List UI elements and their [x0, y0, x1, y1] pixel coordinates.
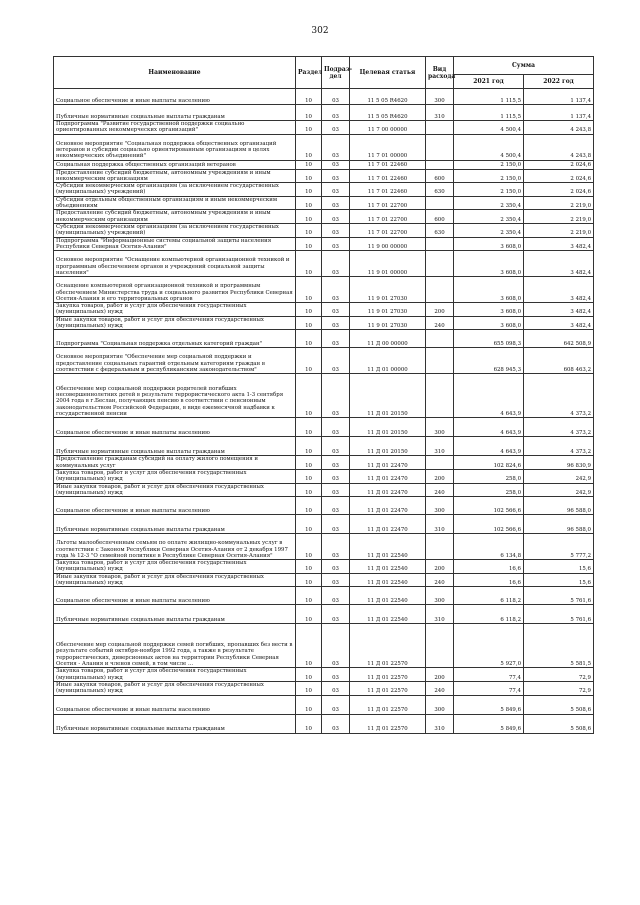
- row-sum-2022: 4 243,8: [524, 134, 594, 160]
- row-sum-2022: 15,6: [524, 573, 594, 587]
- row-sum-2021: 102 566,6: [454, 497, 524, 515]
- row-target: 11 7 01 22460: [350, 169, 426, 183]
- table-row: [54, 668, 594, 682]
- row-razdel: 10: [296, 668, 322, 682]
- table-row: [54, 160, 594, 169]
- row-razdel: 10: [296, 456, 322, 470]
- row-vid: 310: [426, 437, 454, 456]
- row-vid: 300: [426, 89, 454, 105]
- row-sum-2021: 4 500,4: [454, 121, 524, 135]
- row-vid: [426, 624, 454, 668]
- row-name: Основное мероприятие "Социальная поддержка общественных организаций ветеранов и субсидии социально ориентированным организациям в целях некоммерческих объединений": [54, 134, 296, 160]
- row-name: Социальное обеспечение и иные выплаты населению: [54, 89, 296, 105]
- table-row: [54, 237, 594, 251]
- row-razdel: 10: [296, 714, 322, 733]
- row-vid: 630: [426, 223, 454, 237]
- table-row: [54, 714, 594, 733]
- row-razdel: 10: [296, 483, 322, 497]
- row-podrazdel: 03: [322, 695, 350, 714]
- row-razdel: 10: [296, 418, 322, 437]
- row-vid: 310: [426, 714, 454, 733]
- row-podrazdel: 03: [322, 303, 350, 317]
- row-name: Иные закупки товаров, работ и услуг для обеспечения государственных (муниципальных) нужд: [54, 573, 296, 587]
- row-podrazdel: 03: [322, 105, 350, 121]
- table-row: [54, 316, 594, 330]
- table-row: [54, 210, 594, 224]
- row-vid: [426, 374, 454, 418]
- row-sum-2022: 3 482,4: [524, 277, 594, 303]
- row-sum-2021: 77,4: [454, 668, 524, 682]
- row-vid: 300: [426, 418, 454, 437]
- row-sum-2022: 3 482,4: [524, 251, 594, 277]
- row-target: 11 Д 01 22540: [350, 605, 426, 624]
- row-sum-2021: 2 350,4: [454, 210, 524, 224]
- row-target: 11 Д 00 00000: [350, 330, 426, 348]
- row-sum-2021: 102 566,6: [454, 515, 524, 534]
- row-razdel: 10: [296, 515, 322, 534]
- row-vid: 600: [426, 210, 454, 224]
- row-podrazdel: 03: [322, 223, 350, 237]
- table-row: [54, 624, 594, 668]
- row-sum-2022: 3 482,4: [524, 316, 594, 330]
- row-sum-2021: 2 150,0: [454, 160, 524, 169]
- row-vid: [426, 237, 454, 251]
- row-sum-2021: 77,4: [454, 681, 524, 695]
- row-name: Публичные нормативные социальные выплаты гражданам: [54, 105, 296, 121]
- row-vid: 200: [426, 303, 454, 317]
- table-row: [54, 251, 594, 277]
- table-row: [54, 560, 594, 574]
- row-target: 11 Д 01 22470: [350, 456, 426, 470]
- row-sum-2021: 2 350,4: [454, 223, 524, 237]
- row-vid: 300: [426, 497, 454, 515]
- row-sum-2021: 4 500,4: [454, 134, 524, 160]
- row-razdel: 10: [296, 196, 322, 210]
- row-sum-2021: 4 643,9: [454, 418, 524, 437]
- row-sum-2022: 5 761,6: [524, 587, 594, 605]
- table-row: [54, 605, 594, 624]
- row-sum-2021: 655 098,3: [454, 330, 524, 348]
- row-razdel: 10: [296, 534, 322, 560]
- row-sum-2022: 5 761,6: [524, 605, 594, 624]
- row-name: Предоставление гражданам субсидий на оплату жилого помещения и коммунальных услуг: [54, 456, 296, 470]
- header-name: Наименование: [54, 57, 296, 89]
- row-sum-2022: 2 219,0: [524, 196, 594, 210]
- row-razdel: 10: [296, 223, 322, 237]
- row-target: 11 5 05 R4620: [350, 89, 426, 105]
- row-sum-2022: 96 588,0: [524, 497, 594, 515]
- row-sum-2021: 102 824,6: [454, 456, 524, 470]
- row-sum-2022: 2 024,6: [524, 160, 594, 169]
- row-target: 11 Д 01 22570: [350, 624, 426, 668]
- row-sum-2021: 6 134,8: [454, 534, 524, 560]
- row-target: 11 Д 01 22570: [350, 695, 426, 714]
- row-podrazdel: 03: [322, 534, 350, 560]
- header-podrazdel: Подраз-дел: [322, 57, 350, 89]
- row-target: 11 Д 01 22570: [350, 714, 426, 733]
- row-sum-2021: 6 118,2: [454, 605, 524, 624]
- row-sum-2022: 72,9: [524, 681, 594, 695]
- row-target: 11 7 01 00000: [350, 134, 426, 160]
- table-row: [54, 681, 594, 695]
- row-name: Публичные нормативные социальные выплаты гражданам: [54, 515, 296, 534]
- budget-table: [53, 56, 594, 734]
- table-row: [54, 105, 594, 121]
- row-razdel: 10: [296, 169, 322, 183]
- row-podrazdel: 03: [322, 196, 350, 210]
- row-target: 11 Д 01 00000: [350, 348, 426, 374]
- row-podrazdel: 03: [322, 316, 350, 330]
- row-target: 11 Д 01 22470: [350, 483, 426, 497]
- row-target: 11 9 01 00000: [350, 251, 426, 277]
- row-sum-2021: 16,6: [454, 573, 524, 587]
- row-podrazdel: 03: [322, 681, 350, 695]
- table-row: [54, 183, 594, 197]
- table-row: [54, 483, 594, 497]
- row-razdel: 10: [296, 560, 322, 574]
- row-target: 11 Д 01 20150: [350, 437, 426, 456]
- row-target: 11 7 01 22460: [350, 160, 426, 169]
- row-razdel: 10: [296, 251, 322, 277]
- row-razdel: 10: [296, 121, 322, 135]
- row-name: Социальное обеспечение и иные выплаты населению: [54, 695, 296, 714]
- row-target: 11 9 00 00000: [350, 237, 426, 251]
- table-row: [54, 497, 594, 515]
- row-name: Иные закупки товаров, работ и услуг для обеспечения государственных (муниципальных) нужд: [54, 681, 296, 695]
- row-sum-2021: 3 608,0: [454, 303, 524, 317]
- table-row: [54, 134, 594, 160]
- row-vid: 310: [426, 105, 454, 121]
- row-podrazdel: 03: [322, 437, 350, 456]
- row-target: 11 Д 01 20150: [350, 418, 426, 437]
- row-podrazdel: 03: [322, 456, 350, 470]
- row-sum-2022: 2 219,0: [524, 223, 594, 237]
- row-sum-2022: 3 482,4: [524, 237, 594, 251]
- row-podrazdel: 03: [322, 587, 350, 605]
- table-row: [54, 573, 594, 587]
- header-2021: 2021 год: [454, 75, 524, 89]
- row-target: 11 Д 01 22470: [350, 469, 426, 483]
- row-target: 11 7 01 22700: [350, 210, 426, 224]
- row-podrazdel: 03: [322, 330, 350, 348]
- row-name: Публичные нормативные социальные выплаты гражданам: [54, 714, 296, 733]
- row-name: Основное мероприятие "Оснащение компьютерной организационной техникой и программным обеспечением органов и учреждений социальной защиты населения": [54, 251, 296, 277]
- row-razdel: 10: [296, 316, 322, 330]
- row-target: 11 9 01 27030: [350, 303, 426, 317]
- row-podrazdel: 03: [322, 497, 350, 515]
- row-vid: [426, 196, 454, 210]
- row-sum-2022: 1 137,4: [524, 105, 594, 121]
- row-name: Предоставление субсидий бюджетным, автономным учреждениям и иным некоммерческим организациям: [54, 210, 296, 224]
- table-row: [54, 374, 594, 418]
- row-name: Закупка товаров, работ и услуг для обеспечения государственных (муниципальных) нужд: [54, 303, 296, 317]
- row-sum-2022: 1 137,4: [524, 89, 594, 105]
- row-razdel: 10: [296, 134, 322, 160]
- row-podrazdel: 03: [322, 134, 350, 160]
- row-razdel: 10: [296, 183, 322, 197]
- row-target: 11 7 01 22700: [350, 223, 426, 237]
- row-vid: 630: [426, 183, 454, 197]
- row-sum-2022: 4 373,2: [524, 418, 594, 437]
- row-name: Обеспечение мер социальной поддержки родителей погибших несовершеннолетних детей в результате террористического акта 1-3 сентября 2004 года в г.Беслан, получающих пенсию в соответствии с пенсионным законодательством Российской Федерации, в виде ежемесячной надбавки к государственной пенсии: [54, 374, 296, 418]
- row-podrazdel: 03: [322, 469, 350, 483]
- row-target: 11 7 00 00000: [350, 121, 426, 135]
- row-name: Социальное обеспечение и иные выплаты населению: [54, 587, 296, 605]
- table-row: [54, 469, 594, 483]
- row-sum-2022: 3 482,4: [524, 303, 594, 317]
- row-sum-2022: 242,9: [524, 483, 594, 497]
- row-razdel: 10: [296, 160, 322, 169]
- table-row: [54, 515, 594, 534]
- row-razdel: 10: [296, 348, 322, 374]
- row-sum-2022: 5 508,6: [524, 714, 594, 733]
- row-name: Субсидии отдельным общественным организациям и иным некоммерческим объединениям: [54, 196, 296, 210]
- row-vid: 240: [426, 681, 454, 695]
- row-target: 11 Д 01 20150: [350, 374, 426, 418]
- table-row: [54, 121, 594, 135]
- row-name: Закупка товаров, работ и услуг для обеспечения государственных (муниципальных) нужд: [54, 668, 296, 682]
- row-name: Иные закупки товаров, работ и услуг для обеспечения государственных (муниципальных) нужд: [54, 316, 296, 330]
- row-sum-2021: 2 150,0: [454, 169, 524, 183]
- row-vid: 200: [426, 560, 454, 574]
- row-vid: 200: [426, 469, 454, 483]
- row-podrazdel: 03: [322, 251, 350, 277]
- row-sum-2021: 2 150,0: [454, 183, 524, 197]
- row-sum-2021: 6 118,2: [454, 587, 524, 605]
- row-sum-2022: 5 508,6: [524, 695, 594, 714]
- row-sum-2021: 16,6: [454, 560, 524, 574]
- row-target: 11 7 01 22460: [350, 183, 426, 197]
- row-name: Подпрограмма "Развитие государственной поддержки социально ориентированных некоммерческих организаций": [54, 121, 296, 135]
- row-podrazdel: 03: [322, 169, 350, 183]
- row-target: 11 Д 01 22540: [350, 573, 426, 587]
- table-row: [54, 437, 594, 456]
- row-sum-2021: 4 643,9: [454, 374, 524, 418]
- row-podrazdel: 03: [322, 483, 350, 497]
- row-target: 11 Д 01 22470: [350, 497, 426, 515]
- row-sum-2021: 628 945,3: [454, 348, 524, 374]
- row-podrazdel: 03: [322, 89, 350, 105]
- row-razdel: 10: [296, 624, 322, 668]
- row-sum-2022: 2 024,6: [524, 183, 594, 197]
- row-name: Подпрограмма "Социальная поддержка отдельных категорий граждан": [54, 330, 296, 348]
- row-target: 11 Д 01 22540: [350, 560, 426, 574]
- row-vid: [426, 251, 454, 277]
- row-sum-2022: 2 219,0: [524, 210, 594, 224]
- row-sum-2022: 242,9: [524, 469, 594, 483]
- row-vid: [426, 534, 454, 560]
- table-row: [54, 169, 594, 183]
- row-razdel: 10: [296, 374, 322, 418]
- table-row: [54, 277, 594, 303]
- row-name: Субсидии некоммерческим организациям (за исключением государственных (муниципальных) учреждений): [54, 223, 296, 237]
- row-podrazdel: 03: [322, 560, 350, 574]
- row-sum-2022: 72,9: [524, 668, 594, 682]
- row-vid: 300: [426, 587, 454, 605]
- row-target: 11 Д 01 22540: [350, 587, 426, 605]
- row-sum-2022: 2 024,6: [524, 169, 594, 183]
- row-sum-2021: 1 115,5: [454, 89, 524, 105]
- row-razdel: 10: [296, 681, 322, 695]
- row-podrazdel: 03: [322, 160, 350, 169]
- row-sum-2022: 608 463,2: [524, 348, 594, 374]
- row-name: Социальная поддержка общественных организаций ветеранов: [54, 160, 296, 169]
- row-podrazdel: 03: [322, 714, 350, 733]
- header-razdel: Раздел: [296, 57, 322, 89]
- row-razdel: 10: [296, 303, 322, 317]
- row-razdel: 10: [296, 210, 322, 224]
- table-row: [54, 223, 594, 237]
- row-name: Закупка товаров, работ и услуг для обеспечения государственных (муниципальных) нужд: [54, 469, 296, 483]
- row-vid: [426, 134, 454, 160]
- row-podrazdel: 03: [322, 348, 350, 374]
- row-razdel: 10: [296, 89, 322, 105]
- row-vid: 300: [426, 695, 454, 714]
- row-target: 11 7 01 22700: [350, 196, 426, 210]
- row-vid: 600: [426, 169, 454, 183]
- row-sum-2021: 3 608,0: [454, 277, 524, 303]
- row-sum-2021: 5 927,0: [454, 624, 524, 668]
- row-podrazdel: 03: [322, 418, 350, 437]
- table-row: [54, 348, 594, 374]
- header-target: Целевая статья: [350, 57, 426, 89]
- row-sum-2021: 3 608,0: [454, 316, 524, 330]
- row-razdel: 10: [296, 695, 322, 714]
- row-target: 11 Д 01 22570: [350, 681, 426, 695]
- header-sum: Сумма: [454, 57, 594, 75]
- row-name: Закупка товаров, работ и услуг для обеспечения государственных (муниципальных) нужд: [54, 560, 296, 574]
- row-razdel: 10: [296, 330, 322, 348]
- row-podrazdel: 03: [322, 573, 350, 587]
- row-name: Обеспечение мер социальной поддержки семей погибших, пропавших без вести в результате событий октября-ноября 1992 года, а также в результате террористических, диверсионных актов на территории Республики Северная Осетия - Алания и членов семей, в том числе ...: [54, 624, 296, 668]
- row-sum-2022: 5 581,5: [524, 624, 594, 668]
- row-vid: 200: [426, 668, 454, 682]
- row-target: 11 Д 01 22540: [350, 534, 426, 560]
- table-row: [54, 89, 594, 105]
- table-row: [54, 330, 594, 348]
- row-vid: 310: [426, 515, 454, 534]
- row-target: 11 9 01 27030: [350, 316, 426, 330]
- row-name: Предоставление субсидий бюджетным, автономным учреждениям и иным некоммерческим организациям: [54, 169, 296, 183]
- row-razdel: 10: [296, 469, 322, 483]
- row-vid: 240: [426, 573, 454, 587]
- row-sum-2022: 96 830,9: [524, 456, 594, 470]
- row-name: Льготы малообеспеченным семьям по оплате жилищно-коммунальных услуг в соответствии с Законом Республики Северная Осетия-Алания от 2 декабря 1997 года № 12-3 "О семейной политике в Республике Северная Осетия-Алания": [54, 534, 296, 560]
- row-name: Иные закупки товаров, работ и услуг для обеспечения государственных (муниципальных) нужд: [54, 483, 296, 497]
- row-sum-2021: 258,0: [454, 469, 524, 483]
- row-name: Основное мероприятие "Обеспечение мер социальной поддержки и предоставление социальных гарантий отдельным категориям граждан в соответствии с федеральным и республиканским законодательством": [54, 348, 296, 374]
- row-razdel: 10: [296, 573, 322, 587]
- row-sum-2022: 96 588,0: [524, 515, 594, 534]
- row-podrazdel: 03: [322, 668, 350, 682]
- row-name: Социальное обеспечение и иные выплаты населению: [54, 497, 296, 515]
- row-vid: 240: [426, 316, 454, 330]
- row-sum-2021: 5 849,6: [454, 714, 524, 733]
- row-sum-2021: 4 643,9: [454, 437, 524, 456]
- row-name: Оснащение компьютерной организационной техникой и программным обеспечением Министерства труда и социального развития Республики Северная Осетия-Алания и его территориальных органов: [54, 277, 296, 303]
- row-sum-2022: 642 508,9: [524, 330, 594, 348]
- table-body: [54, 89, 594, 734]
- row-sum-2022: 15,6: [524, 560, 594, 574]
- row-podrazdel: 03: [322, 121, 350, 135]
- row-sum-2022: 4 373,2: [524, 374, 594, 418]
- row-name: Публичные нормативные социальные выплаты гражданам: [54, 437, 296, 456]
- row-name: Социальное обеспечение и иные выплаты населению: [54, 418, 296, 437]
- row-target: 11 9 01 27030: [350, 277, 426, 303]
- row-podrazdel: 03: [322, 515, 350, 534]
- row-razdel: 10: [296, 587, 322, 605]
- table-row: [54, 587, 594, 605]
- row-podrazdel: 03: [322, 374, 350, 418]
- table-row: [54, 303, 594, 317]
- row-sum-2021: 1 115,5: [454, 105, 524, 121]
- row-name: Публичные нормативные социальные выплаты гражданам: [54, 605, 296, 624]
- table-row: [54, 196, 594, 210]
- row-podrazdel: 03: [322, 605, 350, 624]
- row-target: 11 5 05 R4620: [350, 105, 426, 121]
- row-vid: 310: [426, 605, 454, 624]
- row-target: 11 Д 01 22570: [350, 668, 426, 682]
- row-target: 11 Д 01 22470: [350, 515, 426, 534]
- row-sum-2021: 258,0: [454, 483, 524, 497]
- row-podrazdel: 03: [322, 277, 350, 303]
- header-vid: Вид расхода: [426, 57, 454, 89]
- table-row: [54, 695, 594, 714]
- row-razdel: 10: [296, 437, 322, 456]
- header-2022: 2022 год: [524, 75, 594, 89]
- row-name: Субсидии некоммерческим организациям (за исключением государственных (муниципальных) учреждений): [54, 183, 296, 197]
- row-sum-2022: 5 777,2: [524, 534, 594, 560]
- row-podrazdel: 03: [322, 183, 350, 197]
- row-razdel: 10: [296, 237, 322, 251]
- table-row: [54, 456, 594, 470]
- row-podrazdel: 03: [322, 210, 350, 224]
- row-vid: [426, 456, 454, 470]
- row-podrazdel: 03: [322, 237, 350, 251]
- row-razdel: 10: [296, 605, 322, 624]
- table-row: [54, 418, 594, 437]
- row-sum-2022: 4 243,8: [524, 121, 594, 135]
- row-vid: [426, 121, 454, 135]
- row-vid: 240: [426, 483, 454, 497]
- row-podrazdel: 03: [322, 624, 350, 668]
- row-vid: [426, 348, 454, 374]
- table-row: [54, 534, 594, 560]
- row-sum-2021: 3 608,0: [454, 237, 524, 251]
- row-sum-2022: 4 373,2: [524, 437, 594, 456]
- page-number: 302: [311, 26, 329, 36]
- row-name: Подпрограмма "Информационные системы социальной защиты населения Республики Северная Осетия-Алания": [54, 237, 296, 251]
- row-sum-2021: 3 608,0: [454, 251, 524, 277]
- row-razdel: 10: [296, 497, 322, 515]
- row-sum-2021: 2 350,4: [454, 196, 524, 210]
- row-razdel: 10: [296, 277, 322, 303]
- row-vid: [426, 277, 454, 303]
- row-razdel: 10: [296, 105, 322, 121]
- row-vid: [426, 330, 454, 348]
- row-vid: [426, 160, 454, 169]
- row-sum-2021: 5 849,6: [454, 695, 524, 714]
